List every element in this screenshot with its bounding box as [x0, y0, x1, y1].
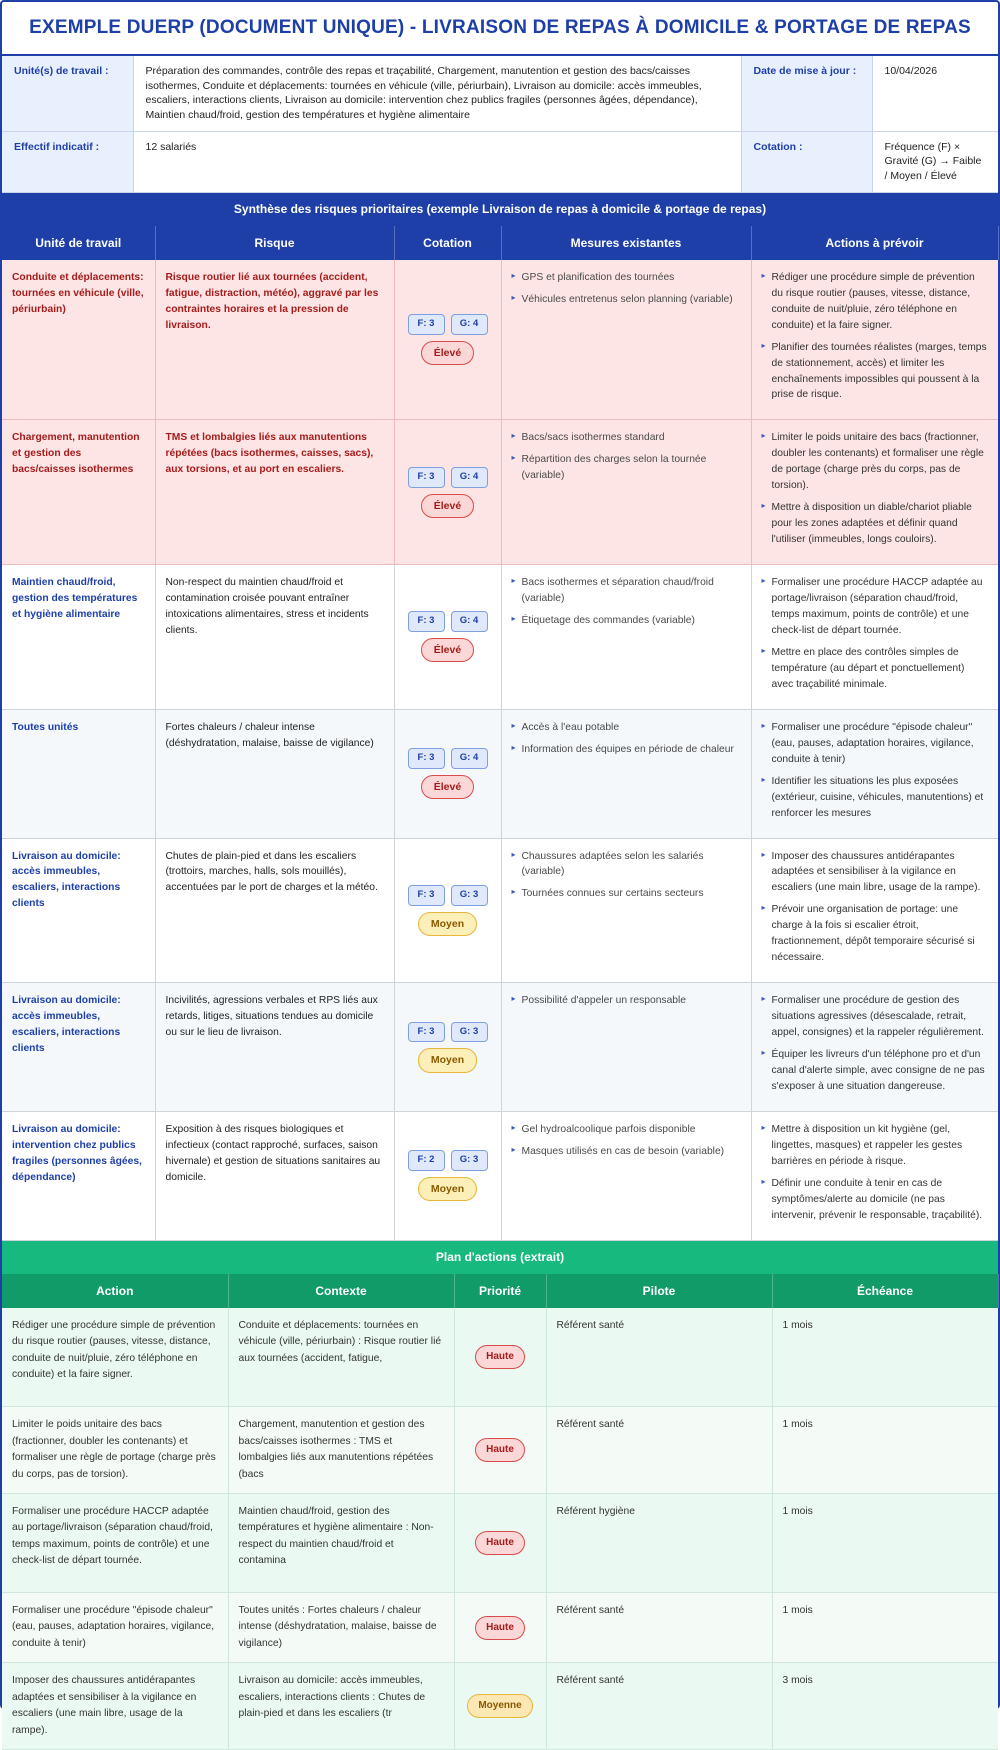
- plan-pilote: Référent santé: [546, 1407, 772, 1494]
- action-item: ▸ Formaliser une procédure "épisode chaleur" (eau, pauses, adaptation horaires, vigilance, conduite à tenir): [762, 720, 989, 768]
- cotation-cell: [394, 838, 501, 983]
- plan-echeance: 1 mois: [772, 1493, 998, 1592]
- gravity-chip: G: 3: [451, 1150, 488, 1171]
- header-unit: Unité de travail: [2, 226, 155, 260]
- action-item: ▸ Limiter le poids unitaire des bacs (fractionner, doubler les contenants) et formaliser une règle de portage (charge près du corps, pas de torsion).: [762, 430, 989, 494]
- action-item: ▸ Formaliser une procédure de gestion des situations agressives (désescalade, retrait, appel, consignes) et la rappeler régulièrement.: [762, 993, 989, 1041]
- mesure-item: ▸ GPS et planification des tournées: [512, 270, 741, 286]
- header-mesures: Mesures existantes: [501, 226, 751, 260]
- risk-row: [2, 709, 998, 838]
- actions-cell: [751, 838, 998, 983]
- plan-row: [2, 1663, 998, 1750]
- plan-action: Limiter le poids unitaire des bacs (fractionner, doubler les contenants) et formaliser une règle de portage (charge près du corps, pas de torsion).: [2, 1407, 228, 1494]
- plan-pilote: Référent santé: [546, 1308, 772, 1407]
- mesures-cell: [501, 260, 751, 420]
- plan-echeance: 1 mois: [772, 1407, 998, 1494]
- plan-pilote: Référent santé: [546, 1663, 772, 1750]
- fg-chips: [399, 1150, 497, 1171]
- mesure-item: ▸ Répartition des charges selon la tournée (variable): [512, 452, 741, 484]
- risk-row: [2, 565, 998, 710]
- risk-unit: Livraison au domicile: intervention chez publics fragiles (personnes âgées, dépendance): [2, 1111, 155, 1240]
- frequency-chip: F: 2: [408, 1150, 445, 1171]
- effectif-label: Effectif indicatif :: [2, 131, 133, 192]
- action-item: ▸ Définir une conduite à tenir en cas de symptômes/alerte au domicile (ne pas intervenir, prévenir le responsable, traçabilité).: [762, 1176, 989, 1224]
- action-item: ▸ Planifier des tournées réalistes (marges, temps de stationnement, accès) et limiter les enchaînements impossibles qui poussent à la prise de risque.: [762, 340, 989, 404]
- action-item: ▸ Formaliser une procédure HACCP adaptée au portage/livraison (séparation chaud/froid, temps maximum, points de contrôle) et une check-list de départ tournée.: [762, 575, 989, 639]
- risk-unit: Conduite et déplacements: tournées en véhicule (ville, périurbain): [2, 260, 155, 420]
- actions-cell: [751, 420, 998, 565]
- cotation-cell: [394, 709, 501, 838]
- fg-chips: [399, 467, 497, 488]
- mesures-list: [512, 849, 741, 903]
- risk-level-badge: Moyen: [418, 1048, 477, 1072]
- synthese-body: [2, 260, 998, 1240]
- plan-echeance: 3 mois: [772, 1663, 998, 1750]
- page-title: EXEMPLE DUERP (DOCUMENT UNIQUE) - LIVRAISON DE REPAS À DOMICILE & PORTAGE DE REPAS: [2, 2, 998, 56]
- frequency-chip: F: 3: [408, 467, 445, 488]
- priority-badge: Haute: [475, 1438, 525, 1462]
- mesures-cell: [501, 709, 751, 838]
- risk-description: Chutes de plain-pied et dans les escaliers (trottoirs, marches, halls, sols mouillés), accentuées par le port de charges et la météo.: [155, 838, 394, 983]
- plan-contexte: Toutes unités : Fortes chaleurs / chaleur intense (déshydratation, malaise, baisse de vigilance): [228, 1592, 454, 1662]
- risk-level-badge: Élevé: [421, 775, 474, 799]
- plan-echeance: 1 mois: [772, 1308, 998, 1407]
- mesures-cell: [501, 838, 751, 983]
- gravity-chip: G: 4: [451, 467, 488, 488]
- plan-body: [2, 1308, 998, 1750]
- mesures-list: [512, 1122, 741, 1160]
- mesure-item: ▸ Possibilité d'appeler un responsable: [512, 993, 741, 1009]
- cotation-cell: [394, 983, 501, 1112]
- fg-chips: [399, 314, 497, 335]
- mesure-item: ▸ Bacs isothermes et séparation chaud/froid (variable): [512, 575, 741, 607]
- header-echeance: Échéance: [772, 1274, 998, 1308]
- mesure-item: ▸ Bacs/sacs isothermes standard: [512, 430, 741, 446]
- actions-list: [762, 1122, 989, 1224]
- risk-row: [2, 1111, 998, 1240]
- actions-cell: [751, 260, 998, 420]
- plan-action: Formaliser une procédure HACCP adaptée au portage/livraison (séparation chaud/froid, temps maximum, points de contrôle) et une check-list de départ tournée.: [2, 1493, 228, 1592]
- risk-unit: Livraison au domicile: accès immeubles, escaliers, interactions clients: [2, 838, 155, 983]
- risk-unit: Livraison au domicile: accès immeubles, escaliers, interactions clients: [2, 983, 155, 1112]
- cotation-value: Fréquence (F) × Gravité (G) → Faible / Moyen / Élevé: [872, 131, 998, 192]
- gravity-chip: G: 4: [451, 314, 488, 335]
- action-item: ▸ Équiper les livreurs d'un téléphone pro et d'un canal d'alerte simple, avec consigne de ne pas s'exposer à une situation dangereuse.: [762, 1047, 989, 1095]
- cotation-cell: [394, 260, 501, 420]
- fg-chips: [399, 1022, 497, 1043]
- priority-badge: Moyenne: [467, 1694, 532, 1718]
- header-actions: Actions à prévoir: [751, 226, 998, 260]
- frequency-chip: F: 3: [408, 611, 445, 632]
- gravity-chip: G: 3: [451, 1022, 488, 1043]
- action-item: ▸ Mettre à disposition un kit hygiène (gel, lingettes, masques) et rappeler les gestes barrières en période à risque.: [762, 1122, 989, 1170]
- mesure-item: ▸ Véhicules entretenus selon planning (variable): [512, 292, 741, 308]
- plan-title: Plan d'actions (extrait): [2, 1241, 998, 1274]
- risk-row: [2, 420, 998, 565]
- effectif-value: 12 salariés: [133, 131, 741, 192]
- action-item: ▸ Identifier les situations les plus exposées (extérieur, cuisine, véhicules, manutentions) et renforcer les mesures: [762, 774, 989, 822]
- cotation-label: Cotation :: [741, 131, 872, 192]
- plan-row: [2, 1592, 998, 1662]
- cotation-cell: [394, 565, 501, 710]
- header-contexte: Contexte: [228, 1274, 454, 1308]
- action-item: ▸ Imposer des chaussures antidérapantes adaptées et sensibiliser à la vigilance en escaliers (une main libre, usage de la rampe).: [762, 849, 989, 897]
- plan-action: Imposer des chaussures antidérapantes adaptées et sensibiliser à la vigilance en escaliers (une main libre, usage de la rampe).: [2, 1663, 228, 1750]
- frequency-chip: F: 3: [408, 1022, 445, 1043]
- plan-pilote: Référent santé: [546, 1592, 772, 1662]
- synthese-table: [2, 226, 999, 1241]
- mesures-list: [512, 720, 741, 758]
- header-risk: Risque: [155, 226, 394, 260]
- risk-level-badge: Élevé: [421, 638, 474, 662]
- plan-table: [2, 1274, 999, 1750]
- mesures-list: [512, 430, 741, 484]
- frequency-chip: F: 3: [408, 748, 445, 769]
- actions-list: [762, 270, 989, 404]
- mesure-item: ▸ Masques utilisés en cas de besoin (variable): [512, 1144, 741, 1160]
- mesure-item: ▸ Gel hydroalcoolique parfois disponible: [512, 1122, 741, 1138]
- risk-description: Exposition à des risques biologiques et infectieux (contact rapproché, surfaces, saison hivernale) et gestion de situations sanitaires au domicile.: [155, 1111, 394, 1240]
- fg-chips: [399, 611, 497, 632]
- action-item: ▸ Mettre en place des contrôles simples de température (au départ et ponctuellement) avec traçabilité minimale.: [762, 645, 989, 693]
- gravity-chip: G: 4: [451, 748, 488, 769]
- priority-badge: Haute: [475, 1345, 525, 1369]
- mesures-cell: [501, 1111, 751, 1240]
- plan-contexte: Chargement, manutention et gestion des bacs/caisses isothermes : TMS et lombalgies liés aux manutentions répétées (bacs: [228, 1407, 454, 1494]
- priority-badge: Haute: [475, 1616, 525, 1640]
- gravity-chip: G: 4: [451, 611, 488, 632]
- fg-chips: [399, 885, 497, 906]
- plan-contexte: Livraison au domicile: accès immeubles, escaliers, interactions clients : Chutes de plain-pied et dans les escaliers (tr: [228, 1663, 454, 1750]
- mesure-item: ▸ Chaussures adaptées selon les salariés (variable): [512, 849, 741, 881]
- header-action: Action: [2, 1274, 228, 1308]
- cotation-cell: [394, 1111, 501, 1240]
- action-item: ▸ Prévoir une organisation de portage: une charge à la fois si escalier étroit, fractionnement, dépôt temporaire sécurisé si nécessaire.: [762, 902, 989, 966]
- mesure-item: ▸ Accès à l'eau potable: [512, 720, 741, 736]
- actions-cell: [751, 709, 998, 838]
- risk-unit: Maintien chaud/froid, gestion des températures et hygiène alimentaire: [2, 565, 155, 710]
- plan-priorite-cell: [454, 1493, 546, 1592]
- actions-list: [762, 430, 989, 548]
- risk-unit: Toutes unités: [2, 709, 155, 838]
- mesures-list: [512, 270, 741, 308]
- risk-level-badge: Moyen: [418, 1177, 477, 1201]
- actions-cell: [751, 983, 998, 1112]
- risk-description: Non-respect du maintien chaud/froid et contamination croisée pouvant entraîner intoxications alimentaires, stress et incidents clients.: [155, 565, 394, 710]
- plan-row: [2, 1493, 998, 1592]
- header-pilote: Pilote: [546, 1274, 772, 1308]
- synthese-title: Synthèse des risques prioritaires (exemple Livraison de repas à domicile & portage de repas): [2, 193, 998, 226]
- plan-row: [2, 1308, 998, 1407]
- mesures-list: [512, 575, 741, 629]
- plan-priorite-cell: [454, 1308, 546, 1407]
- priority-badge: Haute: [475, 1531, 525, 1555]
- mesures-cell: [501, 565, 751, 710]
- risk-unit: Chargement, manutention et gestion des bacs/caisses isothermes: [2, 420, 155, 565]
- risk-level-badge: Moyen: [418, 912, 477, 936]
- plan-row: [2, 1407, 998, 1494]
- action-item: ▸ Rédiger une procédure simple de prévention du risque routier (pauses, vitesse, distance, conduite de nuit/pluie, zéro téléphone en conduite) et la faire signer.: [762, 270, 989, 334]
- cotation-cell: [394, 420, 501, 565]
- risk-row: [2, 983, 998, 1112]
- frequency-chip: F: 3: [408, 314, 445, 335]
- unit-value: Préparation des commandes, contrôle des repas et traçabilité, Chargement, manutention et gestion des bacs/caisses isothermes, Conduite et déplacements: tournées en véhicule (ville, périurbain), Livraison au domicile: accès immeubles, escaliers, interactions clients, Livraison au domicile: intervention chez publics fragiles (personnes âgées, dépendance), Maintien chaud/froid, gestion des températures et hygiène alimentaire: [133, 56, 741, 131]
- risk-level-badge: Élevé: [421, 494, 474, 518]
- actions-cell: [751, 1111, 998, 1240]
- risk-row: [2, 260, 998, 420]
- mesures-cell: [501, 420, 751, 565]
- risk-description: Fortes chaleurs / chaleur intense (déshydratation, malaise, baisse de vigilance): [155, 709, 394, 838]
- risk-description: Risque routier lié aux tournées (accident, fatigue, distraction, météo), aggravé par les contraintes horaires et la pression de livraison.: [155, 260, 394, 420]
- frequency-chip: F: 3: [408, 885, 445, 906]
- actions-cell: [751, 565, 998, 710]
- actions-list: [762, 720, 989, 822]
- mesures-list: [512, 993, 741, 1009]
- mesure-item: ▸ Tournées connues sur certains secteurs: [512, 886, 741, 902]
- actions-list: [762, 575, 989, 693]
- mesure-item: ▸ Étiquetage des commandes (variable): [512, 613, 741, 629]
- risk-row: [2, 838, 998, 983]
- plan-priorite-cell: [454, 1407, 546, 1494]
- header-priorite: Priorité: [454, 1274, 546, 1308]
- plan-priorite-cell: [454, 1663, 546, 1750]
- plan-priorite-cell: [454, 1592, 546, 1662]
- unit-label: Unité(s) de travail :: [2, 56, 133, 131]
- fg-chips: [399, 748, 497, 769]
- gravity-chip: G: 3: [451, 885, 488, 906]
- plan-pilote: Référent hygiène: [546, 1493, 772, 1592]
- info-table: [2, 56, 998, 193]
- risk-description: Incivilités, agressions verbales et RPS liés aux retards, litiges, situations tendues au domicile ou sur le lieu de livraison.: [155, 983, 394, 1112]
- mesure-item: ▸ Information des équipes en période de chaleur: [512, 742, 741, 758]
- mesures-cell: [501, 983, 751, 1112]
- risk-level-badge: Élevé: [421, 341, 474, 365]
- risk-description: TMS et lombalgies liés aux manutentions répétées (bacs isothermes, caisses, sacs), aux torsions, et au port en escaliers.: [155, 420, 394, 565]
- date-label: Date de mise à jour :: [741, 56, 872, 131]
- plan-action: Formaliser une procédure "épisode chaleur" (eau, pauses, adaptation horaires, vigilance, conduite à tenir): [2, 1592, 228, 1662]
- action-item: ▸ Mettre à disposition un diable/chariot pliable pour les zones adaptées et définir quand l'utiliser (immeubles, longs couloirs).: [762, 500, 989, 548]
- date-value: 10/04/2026: [872, 56, 998, 131]
- header-cotation: Cotation: [394, 226, 501, 260]
- plan-echeance: 1 mois: [772, 1592, 998, 1662]
- actions-list: [762, 993, 989, 1095]
- actions-list: [762, 849, 989, 967]
- plan-action: Rédiger une procédure simple de prévention du risque routier (pauses, vitesse, distance, conduite de nuit/pluie, zéro téléphone en conduite) et la faire signer.: [2, 1308, 228, 1407]
- plan-contexte: Maintien chaud/froid, gestion des températures et hygiène alimentaire : Non-respect du maintien chaud/froid et contamina: [228, 1493, 454, 1592]
- plan-contexte: Conduite et déplacements: tournées en véhicule (ville, périurbain) : Risque routier lié aux tournées (accident, fatigue,: [228, 1308, 454, 1407]
